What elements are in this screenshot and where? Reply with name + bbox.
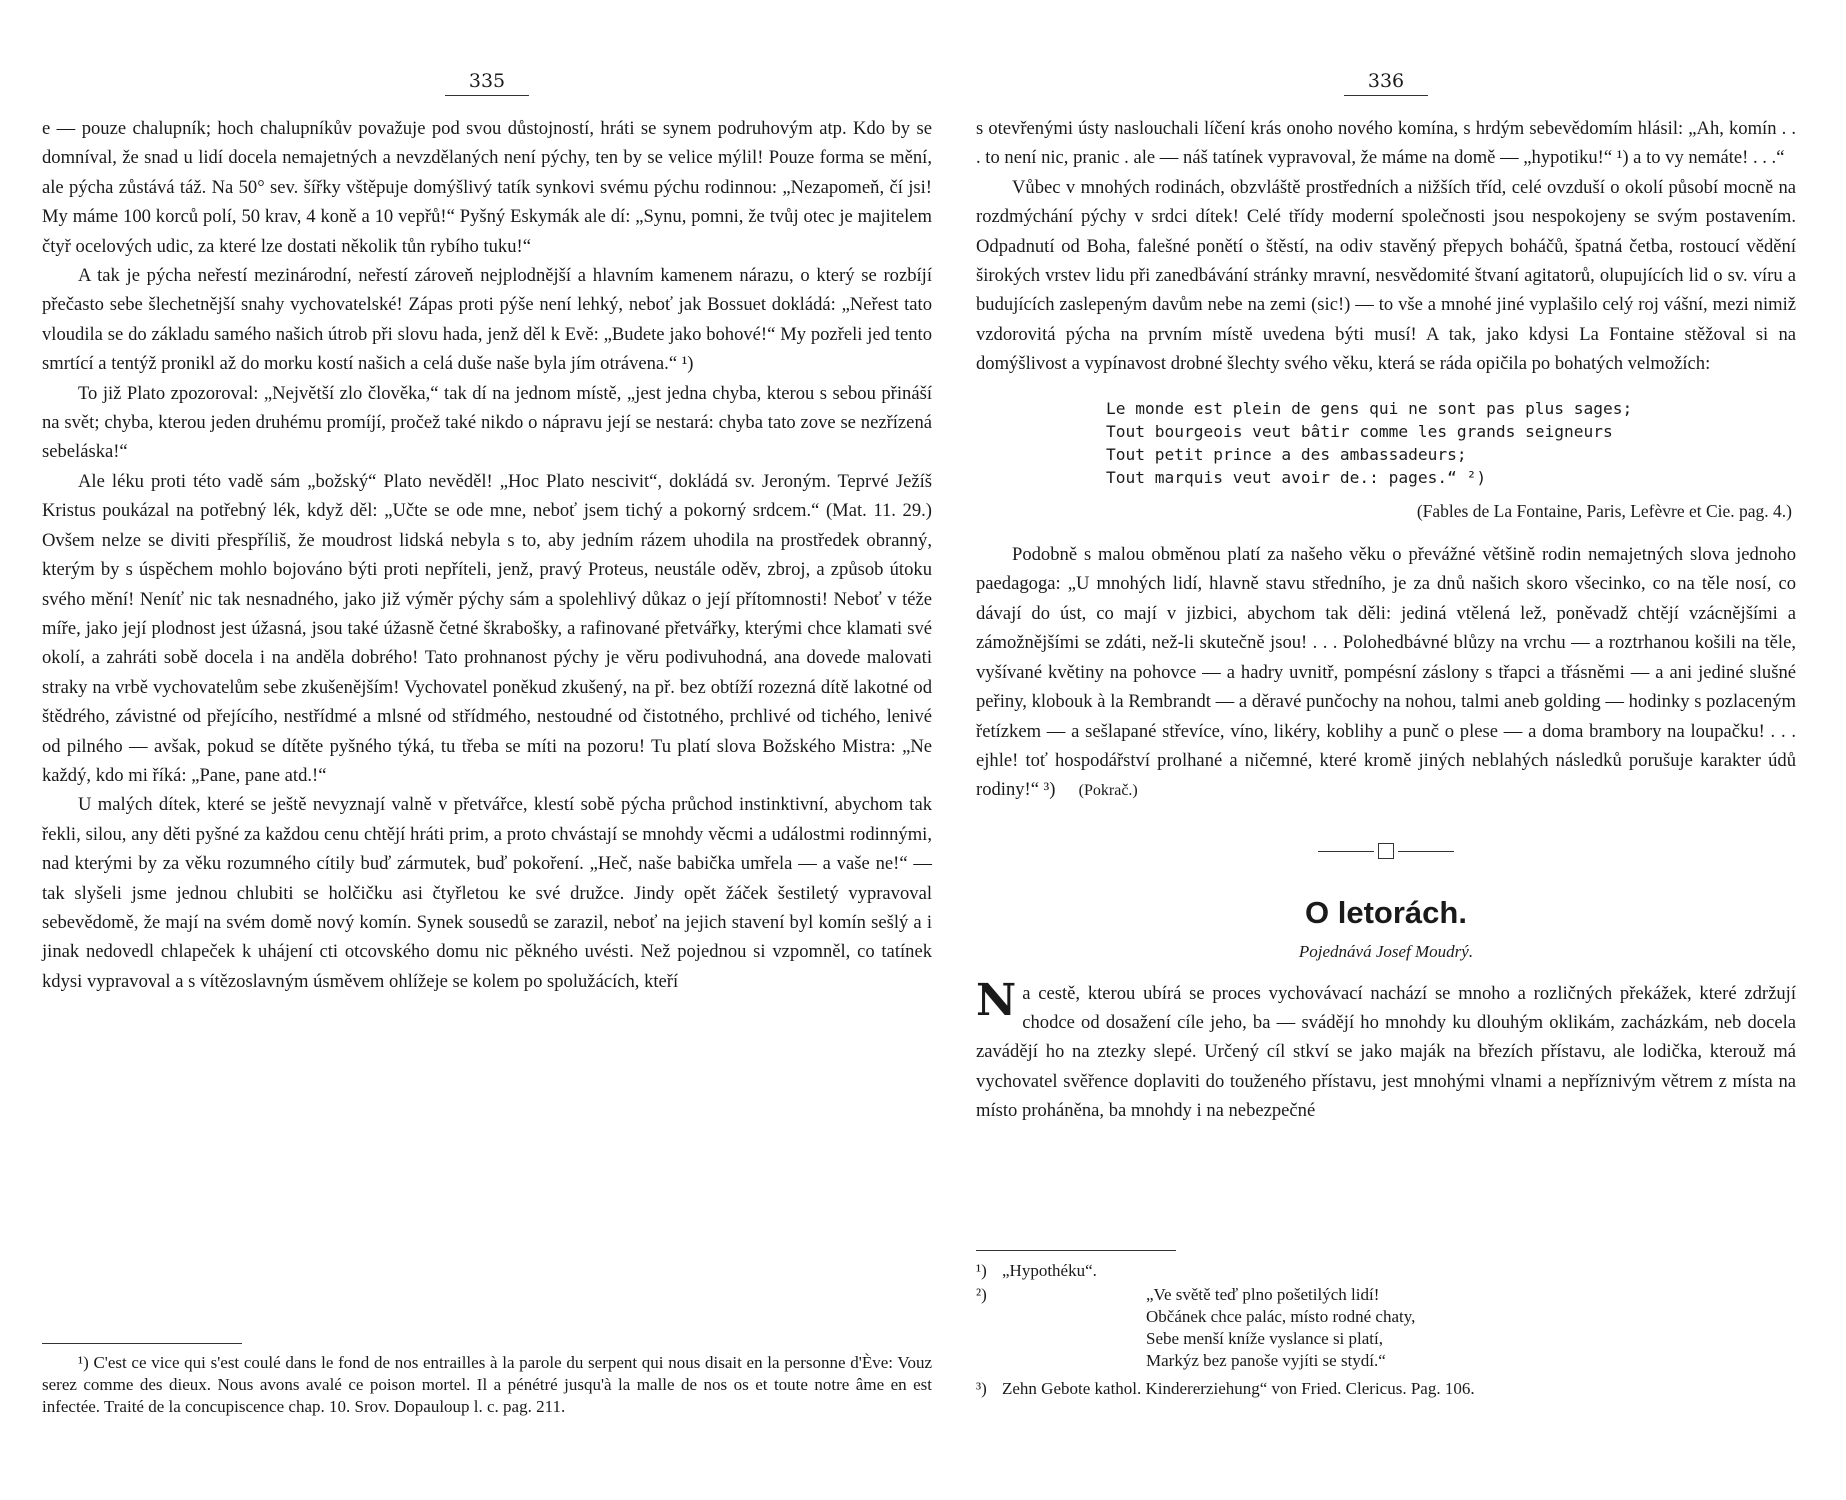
footnote-rule — [42, 1343, 242, 1344]
verse-line: Markýz bez panoše vyjíti se stydí.“ — [1146, 1351, 1386, 1370]
footnote-mark: ²) — [976, 1285, 987, 1304]
paragraph: s otevřenými ústy naslouchali líčení krás onoho nového komína, s hrdým sebevědomím hlásil: „Ah, komín . . . to není nic, pranic . ale — náš tatínek vypravoval, že máme na domě — „hypotiku!“ ¹) a to vy nemáte! . . .“ — [976, 118, 1796, 169]
footnotes-left — [42, 1352, 932, 1418]
article-title: O letorách. — [1305, 895, 1467, 931]
footnote-1 — [976, 1260, 1796, 1282]
right-page-body — [976, 114, 1796, 1126]
czech-verse — [1146, 1284, 1796, 1372]
paragraph: Ale léku proti této vadě sám „božský“ Plato nevěděl! „Hoc Plato nescivit“, dokládá sv. Jeroným. Teprvé Ježíš Kristus poukázal na potřebný lék, když děl: „Učte se ode mne, neboť jsem tichý a pokorný srdcem.“ (Mat. 11. 29.) Ovšem nelze se diviti přespříliš, že moudrost lidská nebyla s to, aby jedním rázem uhodila na prostředek obranný, kterým by s úspěchem mohlo bojováno býti proti nepříteli, jenž, pravý Proteus, neustále oděv, zbroj, a způsob útoku svého mění! Neníť nic tak nesnadného, jako již výměr pýchy sám a spolehlivý důkaz o její přítomnosti! Neboť v téže míře, jako její plodnost jest úžasná, jsou také úžasně četné škrabošky, a rafinované přetvářky, kterými chce klamati své okolí, a zahráti sobě docela i na anděla dobrého! Tato prohnanost pýchy je věru podivuhodná, ana dovede malovati straky na vrbě vychovatelům sebe zkušenějším! Vychovatel poněkud zkušený, na př. bez obtíží rozezná dítě lakotné od štědrého, závistné od přejícího, nestřídmé a mlsné od střídmého, nestoudné od čistotného, prchlivé od tichého, lenivé od pilného — avšak, pokud se dítěte pyšného týká, tu třeba se míti na pozoru! Tu platí slova Božského Mistra: „Ne každý, kdo mi říká: „Pane, pane atd.!“ — [42, 470, 932, 786]
page-number-left: 335 — [42, 70, 932, 96]
footnote-rule — [976, 1250, 1176, 1251]
page-number-right: 336 — [976, 70, 1796, 96]
verse-line: Tout petit prince a des ambassadeurs; — [1106, 444, 1467, 464]
paragraph: Vůbec v mnohých rodinách, obzvláště prostředních a nižších tříd, celé ovzduší o okolí působí mocně na rozdmýchání pýchy v srdci dítek! Celé třídy moderní společnosti jsou nespokojeny se svým postavením. Odpadnutí od Boha, falešné ponětí o štěstí, na odiv stavěný přepych boháčů, špatná četba, rostoucí vědění širokých vrstev lidu při zanedbávání stránky mravní, nesvědomité štvaní agitatorů, olupujících lid o sv. víru a budujících zaslepeným davům nebe na zemi (sic!) — to vše a mnohé jiné vyplašilo celý roj vášní, mezi nimiž vzdorovitá pýcha na prvním místě uvedena býti musí! A tak, jako kdysi La Fontaine stěžoval si na domýšlivost a vypínavost drobné šlechty svého věku, která se ráda opičila po bohatých velmožích: — [976, 176, 1796, 375]
footnote-mark: ³) — [976, 1379, 987, 1398]
paragraph: U malých dítek, které se ještě nevyznají valně v přetvářce, klestí sobě pýcha průchod instinktivní, abychom tak řekli, silou, any děti pyšné za každou cenu chtějí hráti prim, a proto chvástají se mnohdy věcmi a událostmi rodinnými, nad kterými by za věku rozumného cítily buď zármutek, buď pokoření. „Heč, naše babička umřela — a vaše ne!“ — tak slyšeli jsme jednou chlubiti se holčičku asi čtyřletou ke své družce. Jindy opět žáček šestiletý vypravoval sebevědomě, že mají na svém domě nový komín. Synek sousedů se zarazil, neboť na jejich stavení byl komín sešlý a i jinak nedovedl chlapeček k uhájení cti otcovského domu nic pěkného uvésti. Než pojednou si vzpomněl, co tatínek kdysi vypravoval a s vítězoslavným úsměvem ohlížeje se kolem po spolužácích, kteří — [42, 794, 932, 992]
right-page — [976, 0, 1796, 1500]
footnote-2 — [976, 1284, 1796, 1372]
footnotes-right — [976, 1260, 1796, 1400]
verse-source: (Fables de La Fontaine, Paris, Lefèvre et Cie. pag. 4.) — [1416, 500, 1792, 521]
footnote-3 — [976, 1378, 1796, 1400]
section-divider — [976, 836, 1796, 865]
verse-line: Občánek chce palác, místo rodné chaty, — [1146, 1307, 1416, 1326]
verse-line: Tout marquis veut avoir de.: pages.“ ²) — [1106, 467, 1487, 487]
footnote-mark: ¹) — [976, 1261, 987, 1280]
verse-line: „Ve světě teď plno pošetilých lidí! — [1146, 1285, 1380, 1304]
french-verse — [1106, 397, 1796, 489]
paragraph: To již Plato zpozoroval: „Největší zlo člověka,“ tak dí na jednom místě, „jest jedna chyba, kterou s sebou přináší na svět; chyba, kterou jeden druhému promíjí, pročež také nikdo o nápravu její se nestará: chyba tato zove se nezřízená sebeláska!“ — [42, 382, 932, 463]
paragraph: e — pouze chalupník; hoch chalupníkův považuje pod svou důstojností, hráti se synem podruhovým atp. Kdo by se domníval, že snad u lidí docela nemajetných a nevzdělaných není pýchy, ten by se velice mýlil! Pouze forma se mění, ale pýcha zůstává táž. Na 50° sev. šířky vštěpuje domýšlivý tatík synkovi svému pýchu rodinnou: „Nezapomeň, čí jsi! My máme 100 korců polí, 50 krav, 4 koně a 10 vepřů!“ Pyšný Eskymák ale dí: „Synu, pomni, že tvůj otec je majitelem čtyř ocelových udic, za které lze dostati několik tůn rybího tuku!“ — [42, 118, 932, 257]
paragraph: A tak je pýcha neřestí mezinárodní, neřestí zároveň nejplodnější a hlavním kamenem nárazu, o který se rozbíjí přečasto sebe šlechetnější snahy vychovatelské! Zápas proti pýše není lehký, neboť jak Bossuet dokládá: „Neřest tato vloudila se do základu samého našich útrob při slovu hada, jenž děl k Evě: „Budete jako bohové!“ My pozřeli jed tento smrtící a tentýž pronikl až do morku kostí našich a celá duše naše byla jím otrávena.“ ¹) — [42, 265, 932, 375]
footnote-text: Zehn Gebote kathol. Kindererziehung“ von Fried. Clericus. Pag. 106. — [1002, 1379, 1475, 1398]
verse-line: Sebe menší kníže vyslance si platí, — [1146, 1329, 1383, 1348]
left-page — [42, 0, 932, 1500]
article-text: a cestě, kterou ubírá se proces vychovávací nachází se mnoho a rozličných překážek, které zdržují chodce od dosažení cíle jeho, ba — svádějí ho mnohdy ku dlouhým oklikám, zacházkám, neb docela zavádějí ho na ztezky slepé. Určený cíl stkví se jako maják na březích přístavu, ale lodička, kterouž má vychovatel svěřence doplaviti do touženého přístavu, jest mnohými vlnami a nepříznivým větrem z místa na místo proháněna, ba mnohdy i na nebezpečné — [976, 982, 1796, 1122]
verse-line: Tout bourgeois veut bâtir comme les grands seigneurs — [1106, 421, 1613, 441]
paragraph — [976, 540, 1796, 806]
drop-cap: N — [976, 974, 1017, 1026]
verse-line: Le monde est plein de gens qui ne sont pas plus sages; — [1106, 398, 1633, 418]
footnote-text: „Hypothéku“. — [1002, 1261, 1097, 1280]
article-paragraph — [976, 974, 1796, 1126]
article-byline: Pojednává Josef Moudrý. — [1298, 942, 1474, 962]
continued-note: (Pokrač.) — [1078, 782, 1138, 800]
footnote: ¹) C'est ce vice qui s'est coulé dans le fond de nos entrailles à la parole du serpent qui nous disait en la personne d'Ève: Vouz serez comme des dieux. Nous avons avalé ce poison mortel. Il a pénétré jusqu'à la malle de nos os et toute notre âme en est infectée. Traité de la concupiscence chap. 10. Srov. Dopauloup l. c. pag. 211. — [42, 1353, 932, 1416]
paragraph-text: Podobně s malou obměnou platí za našeho věku o převážné většině rodin nemajetných slova jednoho paedagoga: „U mnohých lidí, hlavně stavu středního, je za dnů našich skoro všecinko, co na těle nosí, co dávají do úst, co mají v jizbici, abychom tak děli: jediná vtělená lež, poněvadž chtějí vzácnějšími a zámožnějšími se zdáti, než-li skutečně jsou! . . . Polohedbávné blůzy na vrchu — a roztrhanou košili na těle, vyšívané květiny na pohovce — a hadry uvnitř, pompésní záslony s třapci a třásněmi — a ani jediné slušné peřiny, klobouk à la Rembrandt — a děravé punčochy na nohou, talmi aneb golding — hodinky s pozlaceným řetízkem — a sešlapané střevíce, víno, likéry, koblihy a punč o plese — a doma brambory na loupačku! . . . ejhle! toť hospodářství prolhané a ničemné, které kromě jiných neblahých následků porušuje karakter údů rodiny!“ ³) — [976, 544, 1796, 801]
left-page-body — [42, 114, 932, 996]
